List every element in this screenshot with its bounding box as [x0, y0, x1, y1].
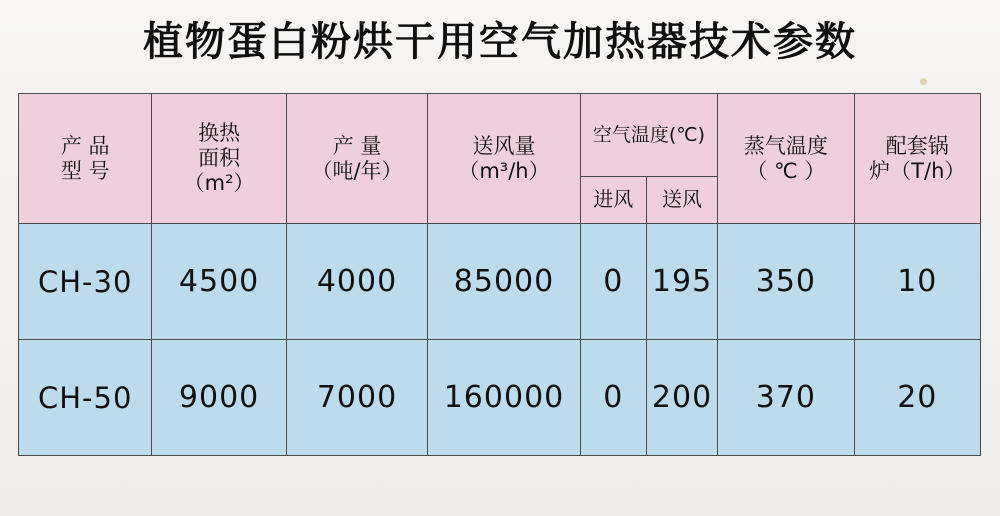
page-title: 植物蛋白粉烘干用空气加热器技术参数 [143, 19, 857, 65]
cell-steam-temp: 370 [718, 340, 854, 456]
cell-model: CH-50 [19, 340, 152, 456]
col-header-boiler-line-1: 配套锅 [885, 133, 949, 158]
cell-output: 7000 [286, 340, 427, 456]
cell-steam-temp: 350 [718, 224, 854, 340]
col-header-air-volume-line-1: 送风量 [472, 133, 536, 158]
col-header-air-temp-in: 进风 [580, 177, 646, 224]
table-row [19, 224, 981, 340]
col-header-air-volume-line-2: （m³/h） [458, 158, 550, 183]
cell-air-volume: 85000 [428, 224, 580, 340]
col-header-steam-temp [718, 94, 854, 224]
col-header-heat-area-line-2: 面积 [198, 146, 241, 171]
cell-model: CH-30 [19, 224, 152, 340]
cell-output: 4000 [286, 224, 427, 340]
table-row [19, 340, 981, 456]
spec-table-container [18, 93, 981, 456]
cell-boiler: 20 [854, 340, 980, 456]
col-header-model-line-2: 型 号 [60, 158, 110, 183]
cell-air-temp-out: 200 [646, 340, 717, 456]
cell-boiler: 10 [854, 224, 980, 340]
col-header-heat-area-line-1: 换热 [198, 121, 241, 146]
col-header-boiler [854, 94, 980, 224]
col-header-model-line-1: 产 品 [60, 133, 110, 158]
col-header-output-line-2: （吨/年） [311, 158, 403, 183]
col-header-air-volume [428, 94, 580, 224]
col-header-boiler-line-2: 炉（T/h） [869, 158, 966, 183]
col-header-output [286, 94, 427, 224]
col-header-output-line-1: 产 量 [332, 133, 382, 158]
col-header-heat-area [152, 94, 286, 224]
cell-heat-area: 4500 [152, 224, 286, 340]
spec-table [18, 93, 981, 456]
cell-heat-area: 9000 [152, 340, 286, 456]
col-header-air-temp-group: 空气温度(℃) [580, 94, 717, 177]
col-header-heat-area-line-3: （m²） [183, 170, 255, 195]
table-header-row-1 [19, 94, 981, 177]
cell-air-temp-in: 0 [580, 224, 646, 340]
paper-smudge [920, 78, 927, 85]
cell-air-temp-in: 0 [580, 340, 646, 456]
col-header-steam-temp-line-1: 蒸气温度 [743, 133, 828, 158]
col-header-air-temp-out: 送风 [646, 177, 717, 224]
col-header-model [19, 94, 152, 224]
cell-air-volume: 160000 [428, 340, 580, 456]
col-header-steam-temp-line-2: （ ℃ ） [746, 158, 826, 183]
cell-air-temp-out: 195 [646, 224, 717, 340]
